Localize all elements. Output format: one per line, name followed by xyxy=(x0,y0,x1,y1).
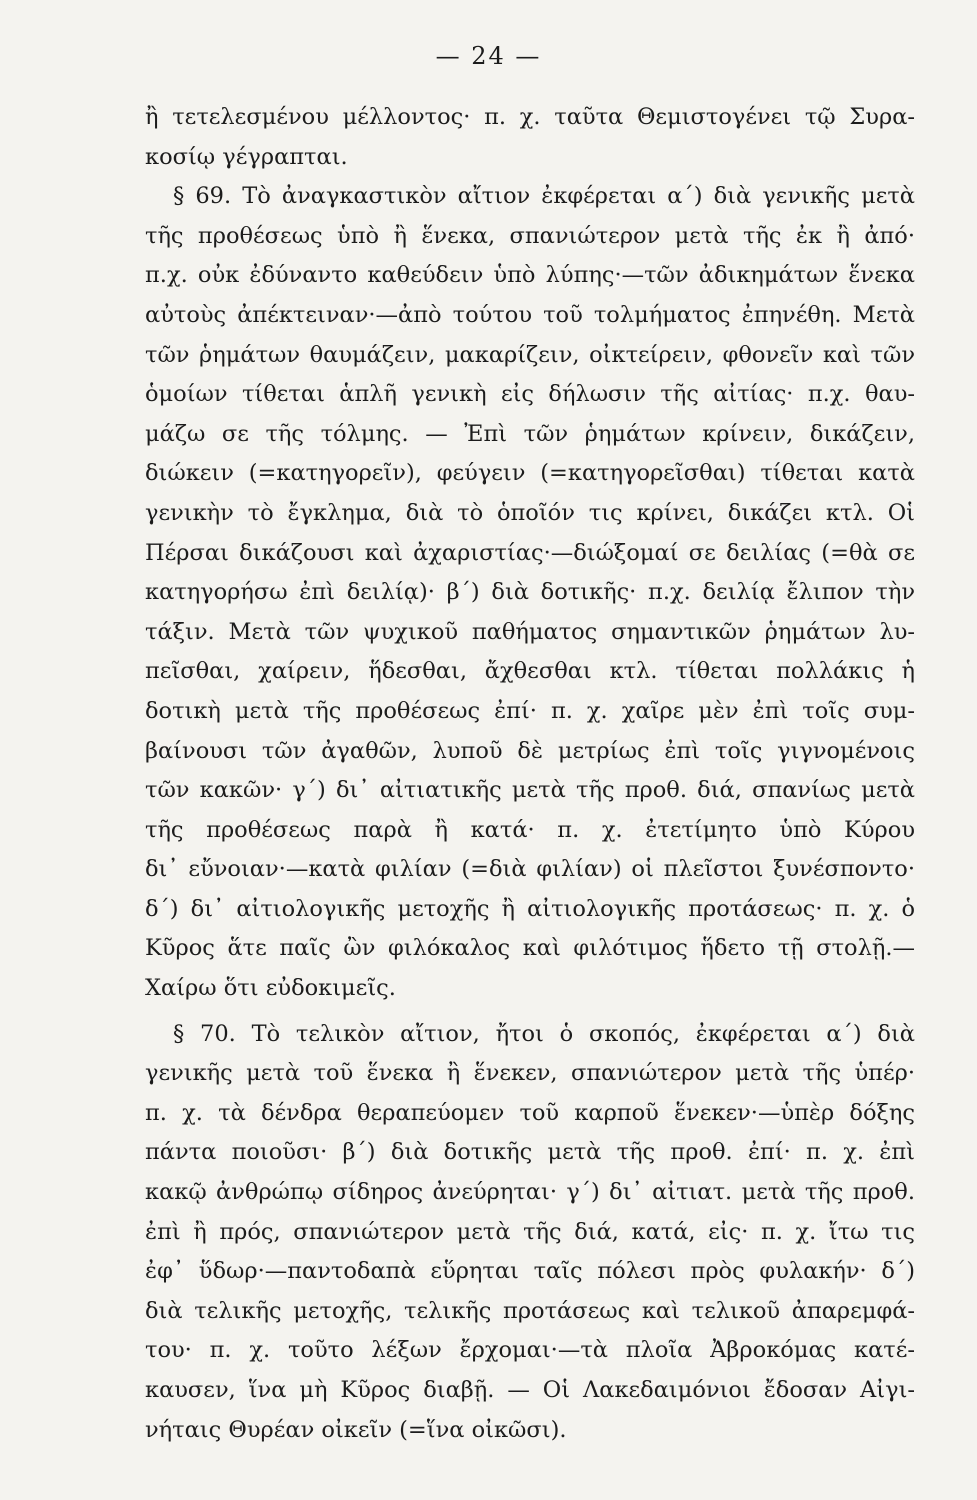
text-line: κακῷ ἀνθρώπῳ σίδηρος ἀνεύρηται· γ΄) δι᾿ αἰτιατ. μετὰ τῆς προθ. xyxy=(145,1179,915,1206)
text-line: διὰ τελικῆς μετοχῆς, τελικῆς προτάσεως καὶ τελικοῦ ἀπαρεμφά- xyxy=(145,1297,915,1324)
text-line: πάντα ποιοῦσι· β΄) διὰ δοτικῆς μετὰ τῆς προθ. ἐπί· π. χ. ἐπὶ xyxy=(145,1139,915,1166)
text-line: δι᾿ εὔνοιαν·—κατὰ φιλίαν (=διὰ φιλίαν) οἱ πλεῖστοι ξυνέσποντο· xyxy=(145,856,915,883)
text-line: ἐφ᾿ ὕδωρ·—παντοδαπὰ εὕρηται ταῖς πόλεσι πρὸς φυλακήν· δ΄) xyxy=(145,1258,915,1285)
text-line: π.χ. οὐκ ἐδύναντο καθεύδειν ὑπὸ λύπης·—τῶν ἀδικημάτων ἕνεκα xyxy=(145,262,915,289)
text-line: κατηγορήσω ἐπὶ δειλίᾳ)· β΄) διὰ δοτικῆς· π.χ. δειλίᾳ ἔλιπον τὴν xyxy=(145,579,915,606)
section-69-heading-line: § 69. Τὸ ἀναγκαστικὸν αἴτιον ἐκφέρεται α΄) διὰ γενικῆς μετὰ xyxy=(173,183,915,210)
text-line: αὐτοὺς ἀπέκτειναν·—ἀπὸ τούτου τοῦ τολμήματος ἐπηνέθη. Μετὰ xyxy=(145,301,915,328)
text-line: τῶν κακῶν· γ΄) δι᾿ αἰτιατικῆς μετὰ τῆς προθ. διά, σπανίως μετὰ xyxy=(145,777,915,804)
text-line: τῆς προθέσεως ὑπὸ ἢ ἕνεκα, σπανιώτερον μετὰ τῆς ἐκ ἢ ἀπό· xyxy=(145,222,915,249)
text-line: νήταις Θυρέαν οἰκεῖν (=ἵνα οἰκῶσι). xyxy=(145,1416,567,1443)
text-line: διώκειν (=κατηγορεῖν), φεύγειν (=κατηγορεῖσθαι) τίθεται κατὰ xyxy=(145,460,915,487)
page-number: — 24 — xyxy=(435,42,542,70)
text-line: δ΄) δι᾿ αἰτιολογικῆς μετοχῆς ἢ αἰτιολογικῆς προτάσεως· π. χ. ὁ xyxy=(145,895,915,922)
text-line: ἐπὶ ἢ πρός, σπανιώτερον μετὰ τῆς διά, κατά, εἰς· π. χ. ἴτω τις xyxy=(145,1218,915,1245)
text-line: Κῦρος ἅτε παῖς ὢν φιλόκαλος καὶ φιλότιμος ἥδετο τῇ στολῇ.— xyxy=(145,935,915,962)
text-line: ἢ τετελεσμένου μέλλοντος· π. χ. ταῦτα Θεμιστογένει τῷ Συρα- xyxy=(145,104,915,130)
text-line: τάξιν. Μετὰ τῶν ψυχικοῦ παθήματος σημαντικῶν ῥημάτων λυ- xyxy=(145,618,915,645)
text-line: Χαίρω ὅτι εὐδοκιμεῖς. xyxy=(145,975,396,1002)
text-line: πεῖσθαι, χαίρειν, ἥδεσθαι, ἄχθεσθαι κτλ. τίθεται πολλάκις ἡ xyxy=(145,658,915,685)
text-line: του· π. χ. τοῦτο λέξων ἔρχομαι·—τὰ πλοῖα Ἀβροκόμας κατέ- xyxy=(145,1337,915,1364)
text-line: βαίνουσι τῶν ἀγαθῶν, λυποῦ δὲ μετρίως ἐπὶ τοῖς γιγνομένοις xyxy=(145,737,915,764)
text-line: Πέρσαι δικάζουσι καὶ ἀχαριστίας·—διώξομαί σε δειλίας (=θὰ σε xyxy=(145,539,915,566)
text-line: γενικὴν τὸ ἔγκλημα, διὰ τὸ ὁποῖόν τις κρίνει, δικάζει κτλ. Οἱ xyxy=(145,499,915,526)
text-line: ὁμοίων τίθεται ἁπλῆ γενικὴ εἰς δήλωσιν τῆς αἰτίας· π.χ. θαυ- xyxy=(145,381,915,408)
text-line: τῆς προθέσεως παρὰ ἢ κατά· π. χ. ἐτετίμητο ὑπὸ Κύρου xyxy=(145,816,915,843)
body-text xyxy=(145,98,915,1450)
text-line: καυσεν, ἵνα μὴ Κῦρος διαβῇ. — Οἱ Λακεδαιμόνιοι ἔδοσαν Αἰγι- xyxy=(145,1377,915,1403)
text-line: γενικῆς μετὰ τοῦ ἕνεκα ἢ ἕνεκεν, σπανιώτερον μετὰ τῆς ὑπέρ· xyxy=(145,1060,915,1087)
text-line: κοσίῳ γέγραπται. xyxy=(145,143,348,170)
text-line: τῶν ῥημάτων θαυμάζειν, μακαρίζειν, οἰκτείρειν, φθονεῖν καὶ τῶν xyxy=(145,341,915,368)
section-70-heading-line: § 70. Τὸ τελικὸν αἴτιον, ἤτοι ὁ σκοπός, ἐκφέρεται α΄) διὰ xyxy=(173,1020,915,1047)
text-line: μάζω σε τῆς τόλμης. — Ἐπὶ τῶν ῥημάτων κρίνειν, δικάζειν, xyxy=(145,420,915,447)
text-line: π. χ. τὰ δένδρα θεραπεύομεν τοῦ καρποῦ ἕνεκεν·—ὑπὲρ δόξης xyxy=(145,1099,915,1126)
text-line: δοτικὴ μετὰ τῆς προθέσεως ἐπί· π. χ. χαῖρε μὲν ἐπὶ τοῖς συμ- xyxy=(145,697,915,724)
